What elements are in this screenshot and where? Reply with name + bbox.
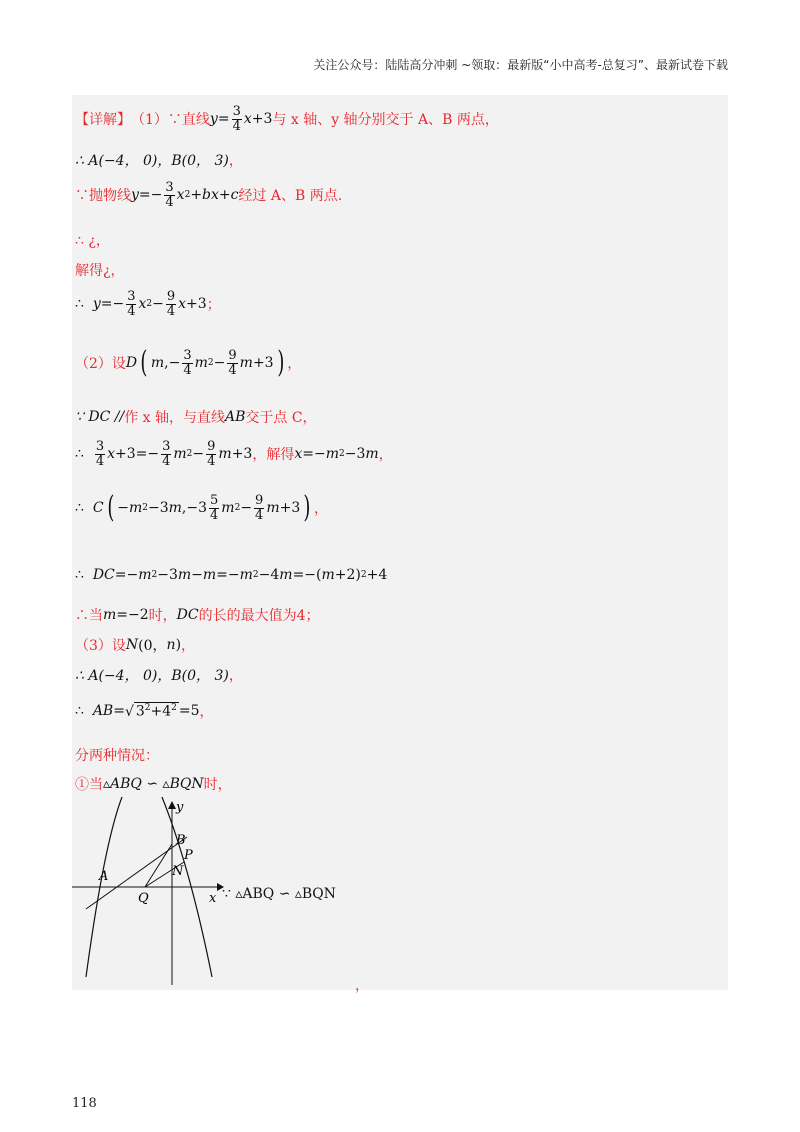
solution-line-16: 分两种情况： <box>75 748 159 764</box>
page-number: 118 <box>72 1096 97 1111</box>
label-p: P <box>184 848 193 863</box>
solution-panel <box>72 95 728 994</box>
label-b: B <box>176 833 186 848</box>
trailing-comma: ， <box>355 978 369 994</box>
segment-qb <box>145 844 172 887</box>
solution-line-5: 解得¿， <box>75 263 125 279</box>
label-a: A <box>99 869 109 884</box>
solution-line-1: 【详解】 （1）∵直线 y = $\frac{3}{4}$ x +3 与 x 轴、y 轴分别交于 A、B 两点， <box>75 104 499 134</box>
solution-line-10: ∴ C ( − m 2 −3 m ,−3 $\frac{5}{4}$ m 2 − $\frac{9}{4}$ m +3 ) ， <box>75 490 328 525</box>
solution-line-13: （3）设 N (0， n ) ， <box>75 637 196 654</box>
solution-line-8: ∵ DC // 作 x 轴，与直线 AB 交于点 C， <box>75 409 317 426</box>
solution-line-12: ∴当 m =−2 时， DC 的长的最大值为 4； <box>75 607 320 624</box>
label-x: x <box>209 891 217 906</box>
parabola-figure <box>72 797 232 987</box>
solution-line-15: ∴ AB = √ $3^2+4^2$ =5 ， <box>75 703 214 720</box>
solution-line-3: ∵抛物线 y =− $\frac{3}{4}$ x 2 + bx + c 经过 A、B 两点. <box>75 180 343 210</box>
solution-line-7: （2）设 D ( m ,− $\frac{3}{4}$ m 2 − $\frac{9}{4}$ m +3 ) ， <box>75 345 302 380</box>
detail-tag: 【详解】 <box>75 112 131 129</box>
label-y: y <box>176 800 184 815</box>
figure-caption: ∵ ▵ABQ ∽ ▵BQN <box>222 886 336 902</box>
solution-line-11: ∴ DC =− m 2 −3 m − m =− m 2 −4 m =−( m +2) 2 +4 <box>75 567 388 583</box>
solution-line-17: ①当 ▵ ABQ ∽ ▵ BQN 时， <box>75 776 232 793</box>
label-n: N <box>172 864 184 879</box>
solution-line-9: ∴ $\frac{3}{4}$ x +3=− $\frac{3}{4}$ m 2 − $\frac{9}{4}$ m +3 ，解得 x =− m 2 −3 m ， <box>75 439 393 469</box>
label-q: Q <box>138 891 149 906</box>
page-header: 关注公众号：陆陆高分冲刺 ~领取：最新版“小中高考-总复习”、最新试卷下载 <box>313 58 728 72</box>
solution-line-6: ∴ y =− $\frac{3}{4}$ x 2 − $\frac{9}{4}$ x +3 ； <box>75 289 221 319</box>
solution-line-4: ∴ ¿， <box>75 233 110 249</box>
solution-line-2: ∴ A(−4， 0)，B(0， 3) ， <box>75 153 243 169</box>
y-axis-arrow <box>168 801 176 809</box>
solution-line-14: ∴ A(−4， 0)，B(0， 3) ， <box>75 668 243 684</box>
